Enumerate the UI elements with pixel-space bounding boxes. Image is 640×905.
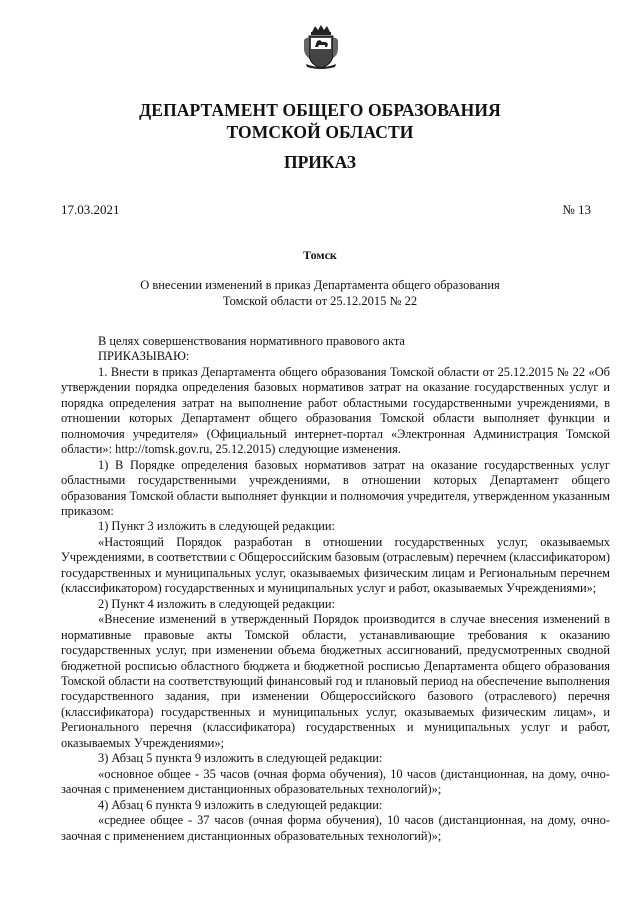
paragraph-1: 1. Внести в приказ Департамента общего образования Томской области от 25.12.2015 № 22 «Об утверждении порядка определения базовых нормативов затрат на оказание государственных услуг и порядка определения затрат на выполнение работ областными государственными учреждениями, в отношении которых Департамент общего образования Томской области выполняет функции и полномочия учредителя» (Официальный интернет-портал «Электронная Администрация Томской области»: http://tomsk.gov.ru, 25.12.2015) следующие изменения. [61, 364, 610, 457]
department-name-line2: ТОМСКОЙ ОБЛАСТИ [226, 122, 414, 142]
order-subject [0, 278, 640, 309]
document-type-title: ПРИКАЗ [283, 152, 357, 172]
paragraph-3: 1) Пункт 3 изложить в следующей редакции: [98, 519, 335, 534]
paragraph-2: 1) В Порядке определения базовых нормативов затрат на оказание государственных услуг областными государственными учреждениями, в отношении которых Департамент общего образования Томской области выполняет функции и полномочия учредителя, утвержденном указанным приказом: [61, 457, 610, 518]
paragraph-7: 3) Абзац 5 пункта 9 изложить в следующей редакции: [98, 751, 383, 766]
city-name: Томск [303, 248, 337, 262]
subject-line-1: О внесении изменений в приказ Департамента общего образования [140, 278, 500, 292]
preamble-order-word: ПРИКАЗЫВАЮ: [98, 349, 190, 364]
paragraph-9: 4) Абзац 6 пункта 9 изложить в следующей редакции: [98, 797, 383, 812]
paragraph-8: «основное общее - 35 часов (очная форма обучения), 10 часов (дистанционная, на дому, очно-заочная с применением дистанционных образовательных технологий)»; [61, 766, 610, 797]
order-number: № 13 [562, 202, 591, 217]
order-date: 17.03.2021 [61, 202, 120, 217]
paragraph-4: «Настоящий Порядок разработан в отношении государственных услуг, оказываемых Учреждениями, в соответствии с Общероссийским базовым (отраслевым) перечнем (классификатором) государственных и муниципальных услуг, оказываемых физическим лицам и Региональным перечнем (классификатором) государственных и муниципальных услуг и работ, оказываемых Учреждениями»; [61, 534, 610, 596]
coat-of-arms-icon [302, 24, 340, 70]
department-name-line1: ДЕПАРТАМЕНТ ОБЩЕГО ОБРАЗОВАНИЯ [139, 100, 501, 120]
paragraph-10: «среднее общее - 37 часов (очная форма обучения), 10 часов (дистанционная, на дому, очно-заочная с применением дистанционных образовательных технологий)»; [61, 813, 610, 843]
paragraph-5: 2) Пункт 4 изложить в следующей редакции: [98, 596, 335, 611]
subject-line-2: Томской области от 25.12.2015 № 22 [222, 293, 418, 308]
preamble-purpose: В целях совершенствования нормативного правового акта [98, 334, 405, 348]
paragraph-6: «Внесение изменений в утвержденный Порядок производится в случае внесения изменений в нормативные правовые акты Томской области, устанавливающие требования к оказанию государственных услуг, при изменении объема бюджетных ассигнований, предусмотренных сводной бюджетной росписью областного бюджета и бюджетной росписью Департамента общего образования Томской области на соответствующий финансовый год и плановый период на обеспечение выполнения государственного задания, при изменении Общероссийского базового (отраслевого) перечня (классификатора) государственных и муниципальных услуг, оказываемых физическим лицам», и Регионального перечня (классификатора) государственных и муниципальных услуг и работ, оказываемых Учреждениями»; [61, 612, 610, 750]
order-body [61, 334, 610, 844]
